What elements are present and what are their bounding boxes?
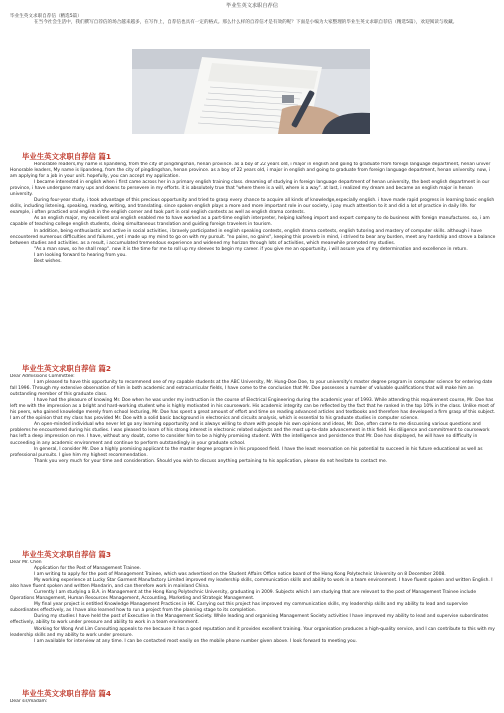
paragraph: In addition, being enthusiastic and active in social activities, i bravely participated in english speaking contests, english drama contests, english tutoring and mastery of computer skills. although i have encountered numerous difficulties and failures, yet i made up my mind to go on with my pursuit. "no pains, no gains", keeping this proverb in mind, i strived to bear any burden, meet any hardship and strove a balance between studies and activities. as a result, i accumulated tremendous experience and widened my horizon through lots of activities, which meanwhile promoted my studies.	[10, 228, 496, 246]
paragraph: Dear Admissions Committee:	[10, 374, 75, 379]
intro-heading: 毕业生英文求职自荐信（精选5篇）	[10, 14, 82, 19]
paragraph: Working for Wong And Lim Consulting appeals to me because it has a good reputation and it provides excellent training. Your organisation produces a high-quality service, and I can contribute to this with my leadership skills and my ability to work under pressure.	[10, 626, 495, 638]
section-title-4: 毕业生英文求职自荐信 篇4	[22, 689, 112, 698]
paragraph: Dear sir/madam:	[10, 699, 48, 704]
document-title: 毕业生英文求职自荐信	[226, 3, 278, 9]
section-title-2: 毕业生英文求职自荐信 篇2	[22, 364, 112, 373]
section-title-3: 毕业生英文求职自荐信 篇3	[22, 550, 112, 559]
section-body-2	[10, 374, 496, 465]
photo-illustration	[132, 49, 370, 134]
paragraph: As an english major, my excellent oral english enabled me to have worked as a part-time english interpreter, helping kaifeng import and export company to do business with foreign manufactures. so, i am capable of teaching college english students, doing simultaneous translation and guiding foreign travelers in tourism.	[10, 216, 490, 228]
paragraph: Thank you very much for your time and consideration. Should you wish to discuss anything pertaining to his application, please do not hesitate to contact me.	[34, 458, 388, 464]
paragraph: In general, I consider Mr. Doe a highly promising applicant to the master degree program in his proposed field. I have the least reservation on his potential to succeed in his future educational as well as professional pursuits. I give him my highest recommendation.	[10, 446, 483, 458]
intro-block	[10, 14, 496, 27]
paragraph: Currently I am studying a B.A. in Management at the Hong Kong Polytechnic University, graduating in 2009. Subjects which I am studying that are relevant to the post of Management Trainee include Operations Management, Human Resources Management, Accounting, Marketing and Strategic Management.	[10, 590, 477, 602]
paragraph: I became interested in english when i first came across her in a primary english training class. dreaming of studying in foreign language department of henan university, the best english department in our province, i have undergone many ups and downs to persevere in my efforts. it is absolutely true that "where there is a will, where is a way". at last, i realized my dream and became an english major in henan university.	[10, 180, 490, 198]
section-body-3	[10, 560, 496, 645]
section-body-1	[10, 162, 496, 265]
paragraph: I have had the pleasure of knowing Mr. Doe when he was under my instruction in the course of Electrical Engineering during the academic year of 1993. While attending this requirement course, Mr. Doe has left me with the impression as a bright and hard-working student who is highly motivated in his coursework. His academic integrity can be reflected by the fact that he ranked in the top 10% in the class. Unlike most of his peers, who gained knowledge merely from school lecturing, Mr. Doe has spent a great amount of effort and time on reading advanced articles and textbooks and therefore has developed a firm grasp of this subject. I am of the opinion that my class has provided Mr. Doe with a solid basic background in electronics and circuits analysis, which is essential to his graduate studies in computer science.	[10, 398, 496, 422]
paragraph: During four-year study, i took advantage of this precious opportunity and tried to grasp every chance to acquire all kinds of knowledge,especially english. i have made rapid progress in learning basic english skills, including listening, speaking, reading, writing, and translating. since spoken english plays a more and more important role in our society, i pay much attention to it and did a lot of practice in daily life. for example, i often practiced oral english in the english corner and took part in oral english contests as well as english drama contests.	[10, 198, 495, 216]
paragraph: Dear Mr. Chen	[10, 560, 42, 565]
paragraph: "As a man sows, so he shall reap". now it is the time for me to roll up my sleeves to begin my career. if you give me an opportunity, i will assure you of my determination and excellence in return.	[34, 246, 468, 252]
paragraph: I am available for interview at any time. I can be contacted most easily on the mobile phone number given above. I look forward to meeting you.	[34, 638, 357, 644]
paragraph: Honorable readers,my name is lipandeng, from the city of pingdingshan, henan province. as a boy of 22 years old, i major in english and going to graduate from foreign language department, henan univer Honorable leaders, My name is lipandeng, from the city of pingdingshan, henan province. as a boy of 22 years old, i major in english and going to graduate from foreign language department, henan university. now, i am applying for a job in your unit. hopefully, you can accept my application.	[10, 162, 491, 180]
paragraph: During my studies I have held the post of Executive in the Management Society. While leading and organising Management Society activities I have improved my ability to lead and supervise subordinates effectively, ability to work under pressure and ability to work in a team environment.	[10, 614, 489, 626]
paragraph: I am pleased to have this opportunity to recommend one of my capable students at the ABC University, Mr. Hung-Doe Doe, to your university's master degree program in computer science for entering date fall 1996. Through my extensive observation of him in both academic and extracurricular fields, I have come to the conclusion that Mr. Doe possesses a number of valuable qualifications that will make him an outstanding member of this graduate class.	[10, 380, 493, 398]
paragraph: I am looking forward to hearing from you.	[34, 252, 127, 258]
hero-photo	[132, 49, 370, 134]
paragraph: I am writing to apply for the post of Management Trainee, which was advertised on the Student Affairs Office notice board of the Hong Kong Polytechnic University on 8 December 2008.	[34, 572, 446, 578]
paragraph: My working experience at Lucky Star Garment Manufactory Limited improved my leadership skills, communication skills and ability to work in a team environment. I have fluent spoken and written English. I also have fluent spoken and written Mandarin, and can therefore work in mainland China.	[10, 578, 493, 590]
paragraph: An open-minded individual who never let go any learning opportunity and is always willing to share with people his own opinions and ideas, Mr. Doe, often came to me discussing various questions and problems he encountered during his studies. I was pleased to learn of his strong interest in electronic related subjects and the most up-to-date advancement in this field. His diligence and commitment to coursework has left a deep impression on me. I have, without any doubt, come to consider him to be a highly promising student. With the intelligence and persistence that Mr. Doe has displayed, he will have no difficulty in succeeding in any academic environment and continue to perform outstandingly in your graduate school.	[10, 422, 490, 446]
paragraph: Application for the Post of Management Trainee.	[34, 566, 141, 572]
paragraph: Best wishes.	[34, 258, 62, 264]
intro-paragraph: 在当今社会生活中，我们撰写自荐信的场合越来越多，在写作上，自荐信也具有一定的格式。那么什么样的自荐信才是有效的呢？下面是小编为大家整理的毕业生英文求职自荐信（精选5篇），欢迎阅读与收藏。	[34, 20, 458, 26]
section-body-4	[10, 699, 496, 705]
paragraph: My final year project is entitled Knowledge Management Practices in HK. Carrying out this project has improved my communication skills, my leadership skills and my ability to lead and supervise subordinates effectively, as I have also learned how to run a project from the planning stage to its completion.	[10, 602, 468, 614]
section-title-1: 毕业生英文求职自荐信 篇1	[22, 152, 112, 161]
